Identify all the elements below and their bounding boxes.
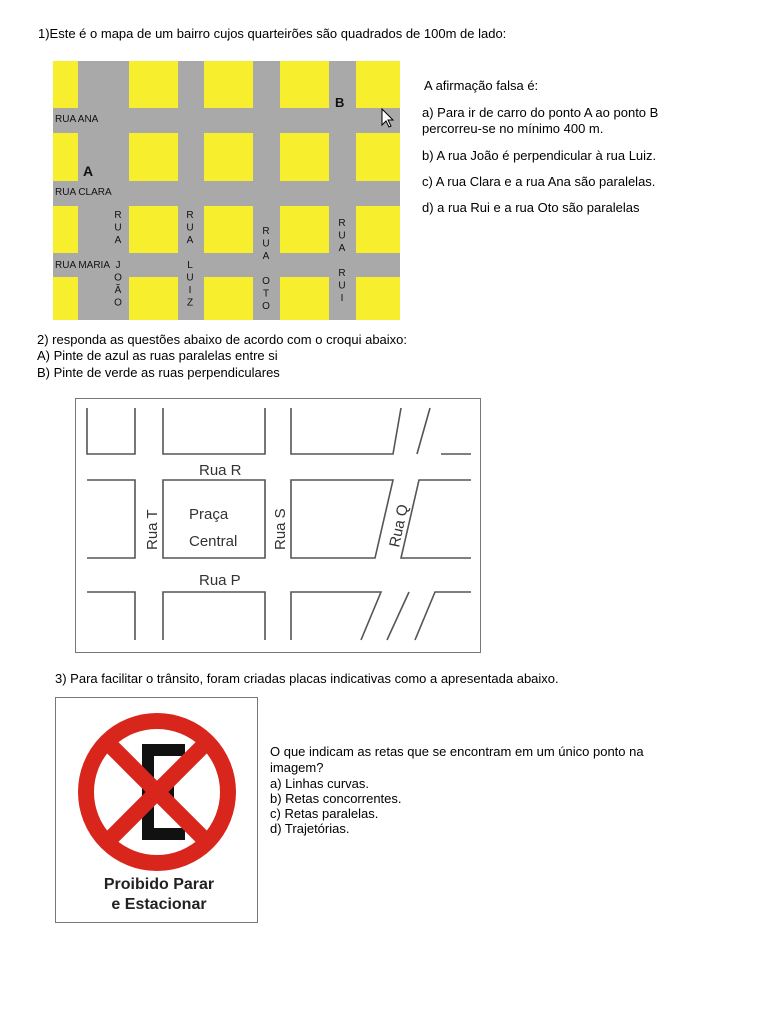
q1-question: A afirmação falsa é: <box>424 78 539 93</box>
q1-option-d: d) a rua Rui e a rua Oto são paralelas <box>422 200 640 215</box>
street-letter: U <box>338 280 346 292</box>
street-letter: R <box>338 218 346 229</box>
q1-option-c: c) A rua Clara e a rua Ana são paralelas. <box>422 174 656 189</box>
map-block <box>280 133 329 181</box>
street-letter: O <box>114 297 122 309</box>
point-a-label: A <box>83 163 94 179</box>
q2-intro: 2) responda as questões abaixo de acordo com o croqui abaixo: <box>37 332 408 347</box>
map-block <box>280 206 329 253</box>
traffic-sign-image <box>55 697 258 923</box>
map-block <box>356 277 400 320</box>
map-block <box>53 277 78 320</box>
map-block <box>204 277 253 320</box>
street-letter: I <box>340 293 344 304</box>
street-letter: A <box>114 235 122 246</box>
street-letter: R <box>186 210 194 221</box>
street-letter: A <box>186 235 194 246</box>
street-letter: J <box>115 260 121 271</box>
label-rua-p: Rua P <box>199 572 241 589</box>
street-letter: U <box>186 272 194 284</box>
q3-option-a: a) Linhas curvas. <box>270 776 369 791</box>
label-praca: Praça <box>189 506 229 523</box>
map-block <box>129 206 178 253</box>
street-letter: T <box>262 288 270 300</box>
map-block <box>53 133 78 181</box>
sign-caption-line1: Proibido Parar <box>103 876 215 893</box>
map-block <box>280 61 329 108</box>
street-letter: L <box>187 260 193 271</box>
street-letter: O <box>114 272 122 284</box>
q1-intro: 1)Este é o mapa de um bairro cujos quarteirões são quadrados de 100m de lado: <box>38 26 507 41</box>
street-sketch <box>75 398 481 653</box>
q3-option-b: b) Retas concorrentes. <box>270 791 402 806</box>
street-letter: R <box>338 268 346 279</box>
street-label-maria: RUA MARIA <box>55 260 111 271</box>
q2-item-b: B) Pinte de verde as ruas perpendiculares <box>37 365 280 380</box>
label-rua-q: Rua Q <box>386 502 412 549</box>
street-letter: R <box>262 226 270 237</box>
q3-option-c: c) Retas paralelas. <box>270 806 379 821</box>
street-label-clara: RUA CLARA <box>55 187 112 198</box>
street-letter: A <box>262 251 270 262</box>
street-letter: I <box>188 285 192 296</box>
q2-item-a: A) Pinte de azul as ruas paralelas entre si <box>37 348 278 363</box>
street-letter: Z <box>186 297 194 309</box>
map-block <box>204 206 253 253</box>
map-block <box>356 133 400 181</box>
street-letter: U <box>338 230 346 242</box>
label-central: Central <box>189 533 238 550</box>
q3-question-line1: O que indicam as retas que se encontram em um único ponto na <box>270 744 644 759</box>
street-letter: U <box>262 238 270 250</box>
street-letter: A <box>338 243 346 254</box>
map-block <box>129 277 178 320</box>
q1-option-b: b) A rua João é perpendicular à rua Luiz. <box>422 148 657 163</box>
neighborhood-map <box>53 61 400 320</box>
street-letter: U <box>114 222 122 234</box>
map-block <box>204 61 253 108</box>
label-rua-s: Rua S <box>272 508 289 550</box>
map-block <box>129 133 178 181</box>
map-block <box>129 61 178 108</box>
street-letter: R <box>114 210 122 221</box>
map-block <box>53 61 78 108</box>
q3-option-d: d) Trajetórias. <box>270 821 350 836</box>
q1-option-a-line1: a) Para ir de carro do ponto A ao ponto B <box>422 105 659 120</box>
map-block <box>204 133 253 181</box>
q3-intro: 3) Para facilitar o trânsito, foram criadas placas indicativas como a apresentada abaixo. <box>55 671 559 686</box>
label-rua-t: Rua T <box>144 509 161 550</box>
q3-question-line2: imagem? <box>270 760 324 775</box>
map-block <box>53 206 78 253</box>
map-block <box>356 61 400 108</box>
label-rua-r: Rua R <box>199 462 242 479</box>
sign-caption-line2: e Estacionar <box>111 896 207 913</box>
street-letter: O <box>262 276 270 287</box>
street-label-ana: RUA ANA <box>55 114 99 125</box>
map-block <box>356 206 400 253</box>
q1-option-a-line2: percorreu-se no mínimo 400 m. <box>422 121 604 136</box>
point-b-label: B <box>335 95 345 110</box>
street-letter: O <box>262 301 270 312</box>
map-block <box>280 277 329 320</box>
street-letter: Ã <box>114 285 122 296</box>
street-letter: U <box>186 222 194 234</box>
